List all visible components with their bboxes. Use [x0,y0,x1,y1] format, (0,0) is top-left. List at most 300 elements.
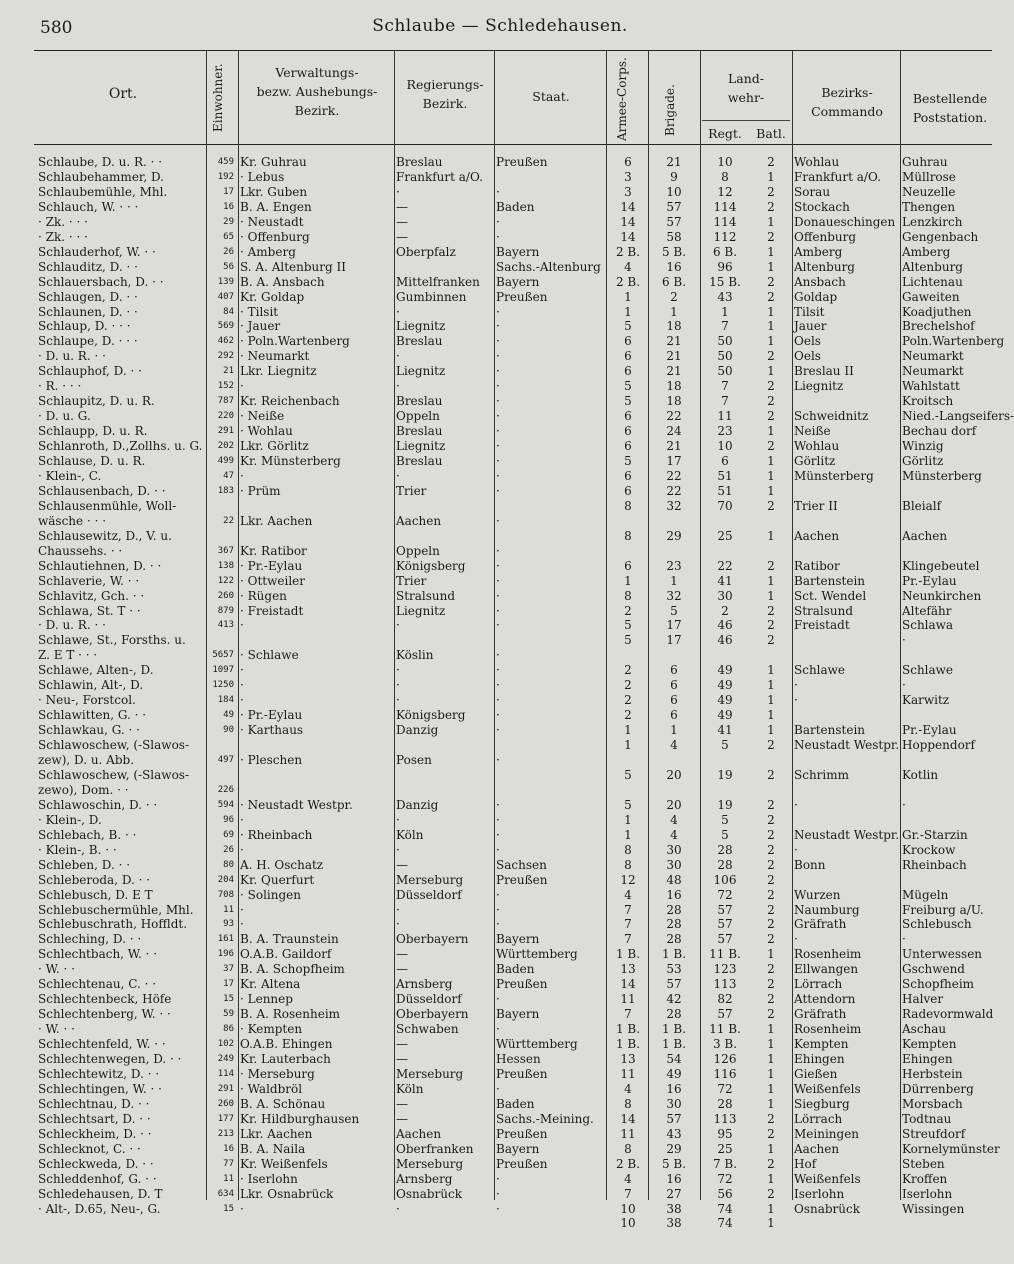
state-cell: · [496,797,500,812]
post-station-cell: Altefähr [902,603,952,618]
place-name-cell: · D. u. G. [38,409,91,424]
brigade-cell: 32 [666,498,682,513]
government-district-cell: Merseburg [396,1066,464,1081]
government-district-cell: Trier [396,483,427,498]
government-district-cell: Königsberg [396,558,466,573]
admin-district-cell: · [240,379,244,394]
admin-district-cell: · Poln.Wartenberg [240,334,350,349]
landwehr-battalion-cell: 1 [767,693,775,708]
army-corps-cell: 6 [624,364,632,379]
government-district-cell: Köln [396,1081,424,1096]
army-corps-cell: 6 [624,334,632,349]
district-command-cell: Bartenstein [794,723,866,738]
header-verwaltung-line: bezw. Aushebungs- [256,83,378,99]
admin-district-cell: Kr. Altena [240,977,301,992]
state-cell: · [496,1022,500,1037]
table-row [0,931,1000,947]
brigade-cell: 6 B. [661,274,687,289]
table-row [0,259,1000,275]
population-cell: 86 [223,1024,234,1035]
state-cell: Bayern [496,274,540,289]
army-corps-cell: 6 [624,424,632,439]
landwehr-battalion-cell: 1 [767,424,775,439]
army-corps-cell: 1 [624,304,632,319]
population-cell: 260 [217,590,234,601]
post-station-cell: Streufdorf [902,1126,966,1141]
population-cell: 139 [217,276,234,287]
state-cell: · [496,708,500,723]
government-district-cell: Aachen [396,513,442,528]
post-station-cell: Iserlohn [902,1186,953,1201]
district-command-cell: · [794,693,798,708]
state-cell: · [496,827,500,842]
place-name-cell: Schlaupitz, D. u. R. [38,394,155,409]
government-district-cell: — [396,1037,408,1052]
population-cell: 1250 [212,680,234,691]
population-cell: 15 [223,1203,234,1214]
admin-district-cell: Lkr. Aachen [240,513,313,528]
landwehr-regiment-cell: 3 B. [712,1037,738,1052]
table-row [0,214,1000,230]
brigade-cell: 28 [666,902,682,917]
army-corps-cell: 8 [624,588,632,603]
population-cell: 177 [217,1113,234,1124]
population-cell: 17 [223,186,234,197]
government-district-cell: · [396,663,400,678]
landwehr-battalion-cell: 1 [767,573,775,588]
army-corps-cell: 2 [624,708,632,723]
army-corps-cell: 2 B. [615,244,641,259]
landwehr-battalion-cell: 1 [767,663,775,678]
header-staat: Staat. [532,89,570,104]
landwehr-regiment-cell: 74 [717,1201,733,1216]
government-district-cell: Gumbinnen [396,289,467,304]
post-station-cell: Todtnau [902,1111,952,1126]
army-corps-cell: 6 [624,409,632,424]
population-cell: 1097 [212,665,234,676]
landwehr-regiment-cell: 1 [721,304,729,319]
government-district-cell: — [396,229,408,244]
place-name-cell: · Klein-, D. [38,812,102,827]
landwehr-regiment-cell: 72 [717,1081,733,1096]
district-command-cell: Iserlohn [794,1186,845,1201]
brigade-cell: 17 [666,633,682,648]
army-corps-cell: 7 [624,1186,632,1201]
table-row [0,737,1000,753]
army-corps-cell: 6 [624,439,632,454]
landwehr-battalion-cell: 2 [767,977,775,992]
state-cell: Preußen [496,289,548,304]
table-row [0,677,1000,693]
brigade-cell: 38 [666,1201,682,1216]
landwehr-regiment-cell: 6 [721,454,729,468]
landwehr-regiment-cell: 5 [721,812,729,827]
landwehr-battalion-cell: 1 [767,723,775,738]
army-corps-cell: 14 [620,1111,636,1126]
header-bezirks-line: Commando [811,103,883,119]
population-cell: 367 [217,545,234,556]
table-row [0,1051,1000,1067]
landwehr-battalion-cell: 1 [767,468,775,483]
header-ort: Ort. [108,86,138,102]
state-cell: · [496,304,500,319]
post-station-cell: Neunkirchen [902,588,982,603]
landwehr-regiment-cell: 8 [721,169,729,184]
army-corps-cell: 5 [624,633,632,648]
brigade-cell: 58 [666,229,682,244]
admin-district-cell: · [240,917,244,932]
population-cell: 569 [217,321,234,332]
place-name-cell: Schlaunen, D. · · [38,304,138,319]
admin-district-cell: Lkr. Osnabrück [240,1186,334,1201]
admin-district-cell: Kr. Lauterbach [240,1052,331,1066]
government-district-cell: · [396,349,400,364]
army-corps-cell: 12 [620,872,636,887]
table-row [0,782,1000,798]
state-cell: · [496,887,500,902]
government-district-cell: · [396,304,400,319]
population-cell: 114 [217,1068,234,1079]
district-command-cell: Siegburg [794,1096,850,1111]
landwehr-battalion-cell: 2 [767,633,775,648]
landwehr-regiment-cell: 113 [713,1111,737,1126]
government-district-cell: — [396,199,408,214]
brigade-cell: 1 B. [661,947,687,962]
place-name-cell: Schleddenhof, G. · · [38,1171,157,1186]
table-row [0,438,1000,454]
place-name-cell: · Zk. · · · [38,214,88,229]
brigade-cell: 24 [666,424,682,439]
admin-district-cell: Kr. Weißenfels [240,1156,328,1171]
state-cell: Preußen [496,1156,548,1171]
landwehr-regiment-cell: 5 [721,827,729,842]
landwehr-regiment-cell: 95 [717,1126,733,1141]
army-corps-cell: 2 B. [615,1156,641,1171]
table-row [0,378,1000,394]
landwehr-regiment-cell: 56 [717,1186,733,1201]
army-corps-cell: 14 [620,229,636,244]
brigade-cell: 21 [666,155,682,169]
district-command-cell: Münsterberg [794,468,874,483]
population-cell: 77 [223,1158,234,1169]
landwehr-regiment-cell: 28 [717,857,733,872]
table-row [0,423,1000,439]
landwehr-battalion-cell: 2 [767,917,775,932]
district-command-cell: Altenburg [794,259,855,274]
landwehr-regiment-cell: 23 [717,424,733,439]
place-name-cell: Schlaup, D. · · · [38,319,131,334]
government-district-cell: Stralsund [396,588,456,603]
population-cell: 16 [223,1143,234,1154]
population-cell: 138 [217,560,234,571]
admin-district-cell: B. A. Schönau [240,1096,326,1111]
table-row [0,588,1000,604]
post-station-cell: Mügeln [902,887,949,902]
brigade-cell: 48 [666,872,682,887]
government-district-cell: Oberbayern [396,932,469,947]
table-row [0,617,1000,633]
admin-district-cell: O.A.B. Gaildorf [240,947,332,962]
landwehr-regiment-cell: 2 [721,603,729,618]
district-command-cell: · [794,932,798,947]
population-cell: 292 [217,351,234,362]
place-name-cell: Schlauditz, D. · · [38,259,138,274]
table-row [0,1186,1000,1202]
admin-district-cell: · Neustadt Westpr. [240,797,353,812]
admin-district-cell: · Wohlau [240,424,293,439]
army-corps-cell: 8 [624,842,632,857]
state-cell: Sachsen [496,857,547,872]
place-name-cell: Schleching, D. · · [38,932,142,947]
table-row [0,812,1000,828]
state-cell: · [496,588,500,603]
post-station-cell: Kotlin [902,767,939,782]
admin-district-cell: B. A. Naila [240,1141,306,1156]
place-name-cell: Schlechtewitz, D. · · [38,1066,160,1081]
population-cell: 594 [217,799,234,810]
population-cell: 102 [217,1039,234,1050]
header-bestellende-line: Bestellende [912,91,988,106]
landwehr-battalion-cell: 1 [767,244,775,259]
district-command-cell: Goldap [794,289,838,304]
post-station-cell: Neumarkt [902,349,964,364]
state-cell: · [496,379,500,394]
government-district-cell: — [396,1111,408,1126]
table-row [0,498,1000,514]
post-station-cell: Klingebeutel [902,558,980,573]
place-name-cell: zew), D. u. Abb. [38,753,135,767]
landwehr-battalion-cell: 1 [767,334,775,349]
landwehr-regiment-cell: 7 [721,379,729,394]
admin-district-cell: · Jauer [240,319,281,334]
army-corps-cell: 4 [624,887,632,902]
army-corps-cell: 5 [624,454,632,468]
landwehr-regiment-cell: 50 [717,334,733,349]
state-cell: · [496,483,500,498]
place-name-cell: · D. u. R. · · [38,349,106,364]
landwehr-battalion-cell: 1 [767,1037,775,1052]
place-name-cell: Schlaupe, D. · · · [38,334,138,349]
state-cell: · [496,543,500,558]
admin-district-cell: · [240,678,244,693]
district-command-cell: Donaueschingen [794,214,896,229]
post-station-cell: Görlitz [902,454,944,468]
army-corps-cell: 5 [624,394,632,409]
landwehr-regiment-cell: 10 [717,155,733,169]
landwehr-battalion-cell: 1 [767,1216,775,1231]
state-cell: · [496,992,500,1007]
brigade-cell: 6 [670,693,678,708]
header-einwohner: Einwohner. [211,63,225,133]
landwehr-battalion-cell: 2 [767,439,775,454]
table-row [0,393,1000,409]
landwehr-regiment-cell: 57 [717,917,733,932]
admin-district-cell: · Freistadt [240,603,304,618]
population-cell: 260 [217,1098,234,1109]
table-row [0,573,1000,589]
place-name-cell: · Alt-, D.65, Neu-, G. [38,1201,161,1216]
state-cell: Preußen [496,872,548,887]
admin-district-cell: · Neumarkt [240,349,310,364]
army-corps-cell: 10 [620,1216,636,1231]
landwehr-regiment-cell: 7 B. [712,1156,738,1171]
state-cell: Baden [496,199,535,214]
landwehr-battalion-cell: 1 [767,1022,775,1037]
place-name-cell: Schlechtenwegen, D. · · [38,1052,182,1066]
brigade-cell: 21 [666,334,682,349]
brigade-cell: 17 [666,618,682,633]
landwehr-regiment-cell: 126 [713,1052,737,1066]
table-row [0,752,1000,768]
state-cell: Sachs.-Meining. [496,1111,594,1126]
population-cell: 22 [223,515,234,526]
landwehr-regiment-cell: 19 [717,797,733,812]
place-name-cell: Z. E T · · · [38,648,98,663]
district-command-cell: Freistadt [794,618,850,633]
post-station-cell: Altenburg [902,259,963,274]
population-cell: 152 [217,381,234,392]
post-station-cell: Thengen [902,199,956,214]
landwehr-regiment-cell: 41 [717,573,733,588]
admin-district-cell: · Ottweiler [240,573,305,588]
admin-district-cell: · Lebus [240,169,285,184]
district-command-cell: Wohlau [794,155,840,169]
table-row [0,1036,1000,1052]
place-name-cell: Schlebuschermühle, Mhl. [38,902,194,917]
table-row [0,887,1000,903]
place-name-cell: · R. · · · [38,379,82,394]
government-district-cell: · [396,678,400,693]
brigade-cell: 49 [666,1066,682,1081]
place-name-cell: Schlause, D. u. R. [38,454,146,468]
landwehr-regiment-cell: 28 [717,842,733,857]
place-name-cell: Schlechtbach, W. · · [38,947,158,962]
state-cell: · [496,319,500,334]
table-row [0,827,1000,843]
admin-district-cell: O.A.B. Ehingen [240,1037,333,1052]
brigade-cell: 1 [670,723,678,738]
post-station-cell: Schlebusch [902,917,972,932]
government-district-cell: Danzig [396,723,439,738]
place-name-cell: Schledehausen, D. T [38,1186,163,1201]
state-cell: · [496,184,500,199]
government-district-cell: Breslau [396,155,443,169]
army-corps-cell: 7 [624,1007,632,1022]
population-cell: 56 [223,261,234,272]
post-station-cell: Krockow [902,842,956,857]
place-name-cell: Schlechtsart, D. · · [38,1111,151,1126]
admin-district-cell: · Solingen [240,887,301,902]
landwehr-regiment-cell: 113 [713,977,737,992]
post-station-cell: Dürrenberg [902,1081,974,1096]
government-district-cell: Oppeln [396,409,440,424]
table-row [0,1215,1000,1231]
state-cell: · [496,723,500,738]
state-cell: Württemberg [496,947,578,962]
table-row [0,468,1000,484]
army-corps-cell: 6 [624,349,632,364]
landwehr-battalion-cell: 2 [767,394,775,409]
table-row [0,1111,1000,1127]
place-name-cell: Schlaupp, D. u. R. [38,424,148,439]
government-district-cell: — [396,857,408,872]
district-command-cell: Gräfrath [794,917,847,932]
table-row [0,184,1000,200]
state-cell: · [496,618,500,633]
state-cell: · [496,349,500,364]
landwehr-battalion-cell: 2 [767,932,775,947]
population-cell: 96 [223,814,234,825]
army-corps-cell: 13 [620,962,636,977]
district-command-cell: Ellwangen [794,962,859,977]
header-landwehr-line: wehr- [727,89,765,105]
admin-district-cell: Lkr. Görlitz [240,439,309,454]
state-cell: · [496,1201,500,1216]
admin-district-cell: · Karthaus [240,723,304,738]
district-command-cell: Oels [794,349,821,364]
government-district-cell: Königsberg [396,708,466,723]
population-cell: 499 [217,456,234,466]
admin-district-cell: Kr. Hildburghausen [240,1111,360,1126]
table-row [0,229,1000,245]
landwehr-regiment-cell: 50 [717,349,733,364]
header-armee-corps: Armee-Corps. [615,57,629,141]
header-bestellende-line: Poststation. [912,109,988,125]
admin-district-cell: · [240,693,244,708]
table-row [0,318,1000,334]
admin-district-cell: Lkr. Guben [240,184,308,199]
admin-district-cell: B. A. Engen [240,199,312,214]
landwehr-battalion-cell: 2 [767,887,775,902]
district-command-cell: Ratibor [794,558,840,573]
header-regierung-line: Regierungs- [406,77,484,92]
government-district-cell: Osnabrück [396,1186,463,1201]
header-bezirks-line: Bezirks- [821,85,873,100]
place-name-cell: Schlaverie, W. · · [38,573,140,588]
government-district-cell: Köslin [396,648,434,663]
district-command-cell: Wurzen [794,887,841,902]
district-command-cell: Lörrach [794,1111,843,1126]
army-corps-cell: 3 [624,169,632,184]
state-cell: Preußen [496,1066,548,1081]
table-row [0,1141,1000,1157]
place-name-cell: · Klein-, B. · · [38,842,117,857]
army-corps-cell: 5 [624,379,632,394]
population-cell: 26 [223,246,234,257]
place-name-cell: Schlaube, D. u. R. · · [38,155,163,169]
district-command-cell: Bonn [794,857,826,872]
place-name-cell: · Zk. · · · [38,229,88,244]
landwehr-battalion-cell: 2 [767,812,775,827]
army-corps-cell: 4 [624,1081,632,1096]
government-district-cell: Breslau [396,394,443,409]
header-bezirks [794,84,900,122]
post-station-cell: · [902,797,906,812]
table-row [0,946,1000,962]
brigade-cell: 18 [666,394,682,409]
government-district-cell: Merseburg [396,872,464,887]
army-corps-cell: 2 B. [615,274,641,289]
landwehr-regiment-cell: 25 [717,1141,733,1156]
landwehr-battalion-cell: 1 [767,259,775,274]
population-cell: 462 [217,336,234,347]
post-station-cell: Kempten [902,1037,957,1052]
population-cell: 204 [217,874,234,885]
landwehr-regiment-cell: 11 B. [709,947,741,962]
army-corps-cell: 4 [624,1171,632,1186]
landwehr-battalion-cell: 1 [767,1066,775,1081]
brigade-cell: 10 [666,184,682,199]
